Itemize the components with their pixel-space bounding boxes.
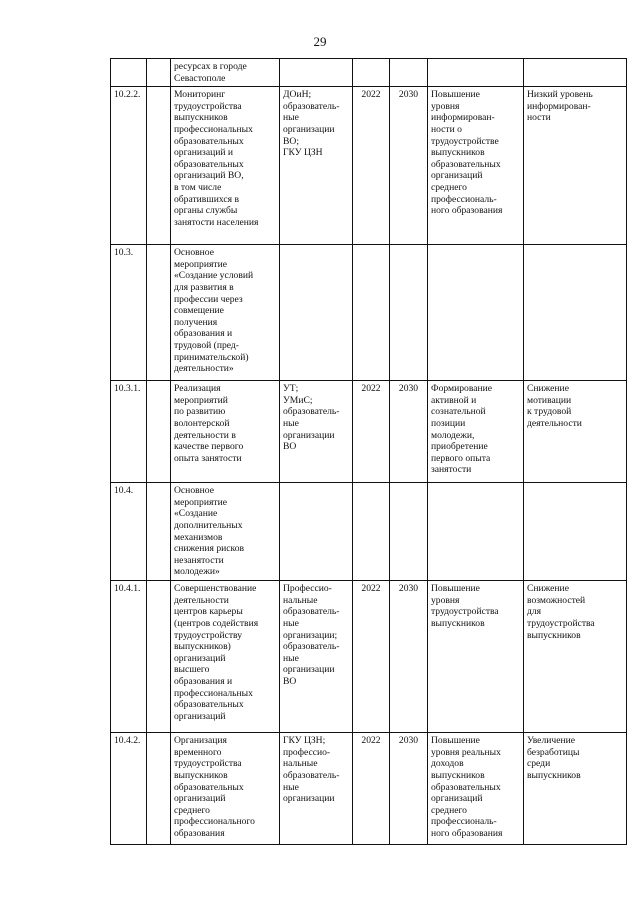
end-year-cell (390, 381, 428, 483)
activity-name-cell (171, 381, 280, 483)
row-number: 10.2.2. (114, 89, 141, 101)
empty-cell (147, 245, 171, 381)
row-number-cell (111, 581, 147, 733)
empty-cell (147, 59, 171, 87)
row-number-cell (111, 87, 147, 245)
activity-name: Совершенствование деятельности центров карьеры (центров содействия трудоустройству выпускников) организаций высшего образования и профессиональных образовательных организаций (174, 583, 259, 722)
start-year-cell (353, 483, 390, 581)
activity-name: ресурсах в городе Севастополе (174, 61, 247, 84)
executor-cell (280, 87, 353, 245)
start-year: 2022 (361, 89, 381, 101)
activity-name: Мониторинг трудоустройства выпускников профессиональных образовательных организаций и образовательных организаций ВО, в том числе обратившихся в органы службы занятости населения (174, 89, 259, 228)
activity-name: Основное мероприятие «Создание условий для развития в профессии через совмещение получения образования и трудовой (пред- принимательской) деятельности» (174, 247, 254, 375)
activity-name: Организация временного трудоустройства выпускников образовательных организаций среднего профессионального образования (174, 735, 255, 839)
end-year-cell (390, 59, 428, 87)
expected-result-cell (428, 59, 524, 87)
row-number: 10.3. (114, 247, 134, 259)
table-row (111, 733, 627, 845)
row-number: 10.4.2. (114, 735, 141, 747)
executor-cell (280, 581, 353, 733)
activity-name: Основное мероприятие «Создание дополнительных механизмов снижения рисков незанятости молодежи» (174, 485, 245, 578)
activity-name-cell (171, 733, 280, 845)
risk: Низкий уровень информирован- ности (527, 89, 593, 124)
expected-result-cell (428, 87, 524, 245)
row-number: 10.4. (114, 485, 134, 497)
risk-cell (524, 381, 627, 483)
executor: ГКУ ЦЗН; профессио- нальные образователь- ные организации (283, 735, 340, 805)
page-number: 29 (313, 34, 327, 49)
expected-result-cell (428, 483, 524, 581)
empty-cell (147, 483, 171, 581)
end-year: 2030 (398, 583, 419, 595)
table-row (111, 581, 627, 733)
risk: Снижение возможностей для трудоустройства выпускников (527, 583, 595, 641)
activity-name-cell (171, 581, 280, 733)
row-number-cell (111, 733, 147, 845)
executor: Профессио- нальные образователь- ные организации; образователь- ные организации ВО (283, 583, 340, 687)
row-number-cell (111, 245, 147, 381)
risk: Увеличение безработицы среди выпускников (527, 735, 581, 781)
table-row (111, 59, 627, 87)
activity-name-cell (171, 59, 280, 87)
risk-cell (524, 581, 627, 733)
table-row (111, 245, 627, 381)
expected-result-cell (428, 581, 524, 733)
executor-cell (280, 733, 353, 845)
expected-result: Формирование активной и сознательной позиции молодежи, приобретение первого опыта занятости (431, 383, 493, 476)
table-row (111, 381, 627, 483)
risk: Снижение мотивации к трудовой деятельности (527, 383, 582, 429)
executor-cell (280, 381, 353, 483)
risk-cell (524, 483, 627, 581)
executor: УТ; УМиС; образователь- ные организации ВО (283, 383, 340, 453)
expected-result: Повышение уровня информирован- ности о трудоустройстве выпускников образовательных организаций среднего профессиональ- ного образования (431, 89, 503, 217)
empty-cell (147, 381, 171, 483)
start-year: 2022 (361, 383, 381, 395)
executor: ДОиН; образователь- ные организации ВО; ГКУ ЦЗН (283, 89, 340, 159)
empty-cell (147, 733, 171, 845)
row-number-cell (111, 381, 147, 483)
end-year: 2030 (398, 383, 419, 395)
executor-cell (280, 245, 353, 381)
row-number-cell (111, 483, 147, 581)
table-row (111, 483, 627, 581)
expected-result-cell (428, 245, 524, 381)
empty-cell (147, 581, 171, 733)
start-year-cell (353, 59, 390, 87)
end-year-cell (390, 733, 428, 845)
risk-cell (524, 87, 627, 245)
start-year-cell (353, 245, 390, 381)
expected-result-cell (428, 733, 524, 845)
end-year: 2030 (398, 735, 419, 747)
empty-cell (147, 87, 171, 245)
end-year: 2030 (398, 89, 419, 101)
activities-table (110, 58, 627, 845)
row-number-cell (111, 59, 147, 87)
row-number: 10.4.1. (114, 583, 141, 595)
row-number: 10.3.1. (114, 383, 141, 395)
activity-name-cell (171, 87, 280, 245)
start-year-cell (353, 87, 390, 245)
start-year-cell (353, 381, 390, 483)
end-year-cell (390, 245, 428, 381)
expected-result: Повышение уровня трудоустройства выпускников (431, 583, 499, 629)
start-year: 2022 (361, 735, 381, 747)
end-year-cell (390, 581, 428, 733)
activity-name-cell (171, 245, 280, 381)
start-year-cell (353, 581, 390, 733)
activity-name: Реализация мероприятий по развитию волонтерской деятельности в качестве первого опыта занятости (174, 383, 244, 464)
executor-cell (280, 483, 353, 581)
end-year-cell (390, 87, 428, 245)
expected-result: Повышение уровня реальных доходов выпускников образовательных организаций среднего профессиональ- ного образования (431, 735, 503, 839)
end-year-cell (390, 483, 428, 581)
executor-cell (280, 59, 353, 87)
risk-cell (524, 733, 627, 845)
start-year-cell (353, 733, 390, 845)
start-year: 2022 (361, 583, 381, 595)
risk-cell (524, 245, 627, 381)
expected-result-cell (428, 381, 524, 483)
activity-name-cell (171, 483, 280, 581)
table-row (111, 87, 627, 245)
risk-cell (524, 59, 627, 87)
